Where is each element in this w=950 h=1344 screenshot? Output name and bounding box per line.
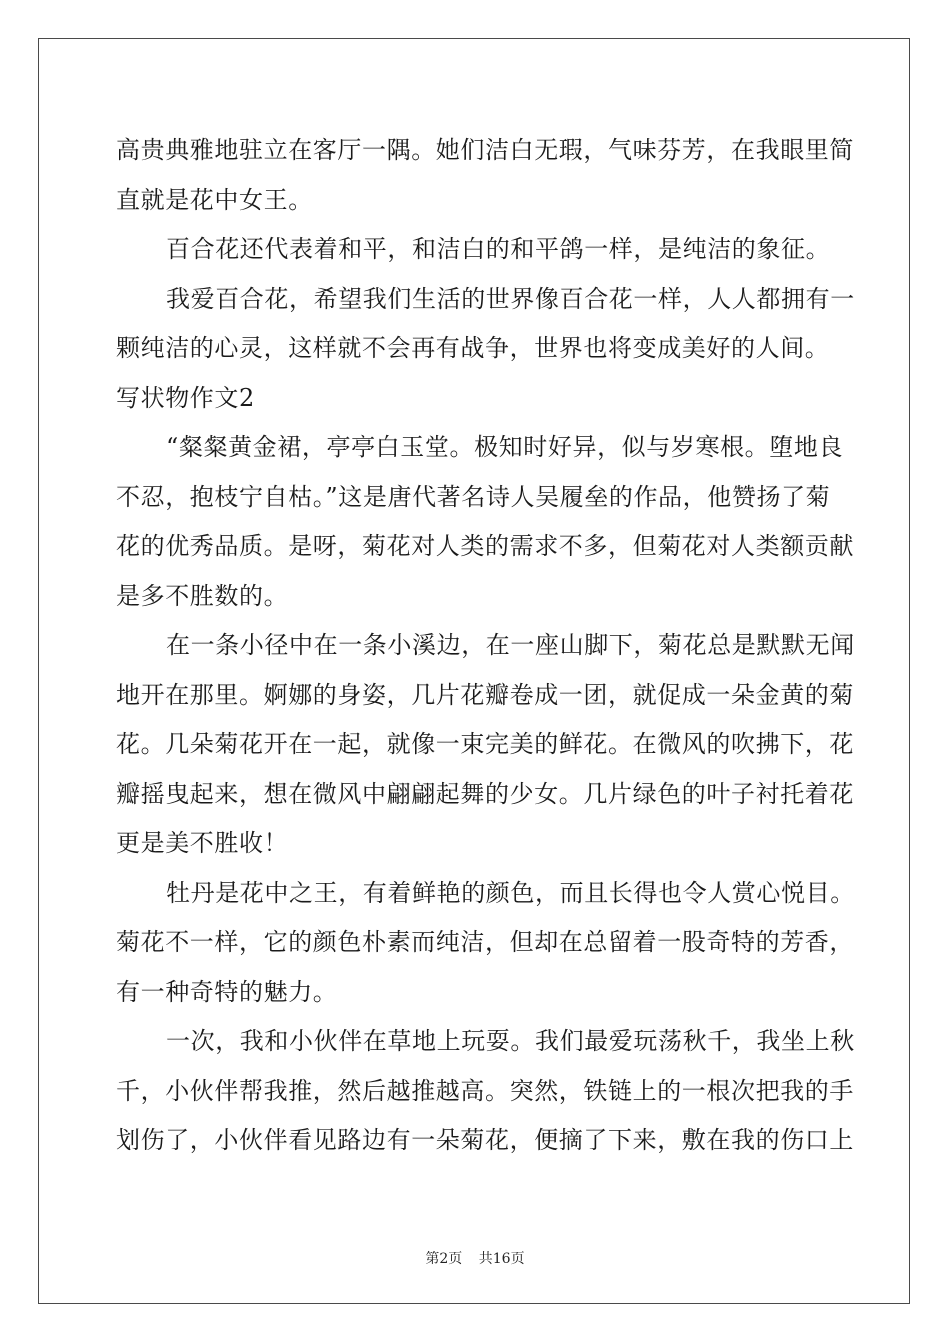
text-line: 高贵典雅地驻立在客厅一隅。她们洁白无瑕，气味芬芳，在我眼里简 — [116, 136, 854, 164]
text-line: 花。几朵菊花开在一起，就像一束完美的鲜花。在微风的吹拂下，花 — [116, 730, 854, 758]
page-footer — [0, 1248, 950, 1268]
text-line: 不忍，抱枝宁自枯。”这是唐代著名诗人吴履垒的作品，他赞扬了菊 — [116, 482, 831, 511]
text-line: 更是美不胜收！ — [116, 829, 289, 857]
text-line: 划伤了，小伙伴看见路边有一朵菊花，便摘了下来，敷在我的伤口上 — [116, 1126, 854, 1154]
text-line: 颗纯洁的心灵，这样就不会再有战争，世界也将变成美好的人间。 — [116, 334, 830, 362]
text-line: 是多不胜数的。 — [116, 581, 289, 610]
page-total: 共16页 — [478, 1251, 525, 1267]
text-line: 瓣摇曳起来，想在微风中翩翩起舞的少女。几片绿色的叶子衬托着花 — [116, 779, 854, 808]
text-line: 千，小伙伴帮我推，然后越推越高。突然，铁链上的一根次把我的手 — [116, 1076, 854, 1105]
text-line: 有一种奇特的魅力。 — [116, 977, 338, 1006]
paragraph-start: 在一条小径中在一条小溪边，在一座山脚下，菊花总是默默无闻 — [166, 631, 855, 659]
paragraph-start: 一次，我和小伙伴在草地上玩耍。我们最爱玩荡秋千，我坐上秋 — [166, 1027, 855, 1055]
paragraph-start: 牡丹是花中之王，有着鲜艳的颜色，而且长得也令人赏心悦目。 — [166, 878, 855, 907]
page-number: 第2页 — [425, 1251, 463, 1267]
document-body — [116, 126, 855, 1166]
paragraph-start: 我爱百合花，希望我们生活的世界像百合花一样，人人都拥有一 — [166, 284, 855, 313]
text-line: 地开在那里。婀娜的身姿，几片花瓣卷成一团，就促成一朵金黄的菊 — [116, 680, 854, 709]
text-line: 直就是花中女王。 — [116, 185, 313, 214]
section-heading: 写状物作文2 — [116, 383, 255, 412]
paragraph-start: 百合花还代表着和平，和洁白的和平鸽一样，是纯洁的象征。 — [166, 235, 831, 263]
text-line: 花的优秀品质。是呀，菊花对人类的需求不多，但菊花对人类额贡献 — [116, 532, 854, 560]
text-line: 菊花不一样，它的颜色朴素而纯洁，但却在总留着一股奇特的芳香， — [116, 928, 854, 956]
paragraph-start: “粲粲黄金裙，亭亭白玉堂。极知时好异，似与岁寒根。堕地良 — [166, 433, 844, 461]
